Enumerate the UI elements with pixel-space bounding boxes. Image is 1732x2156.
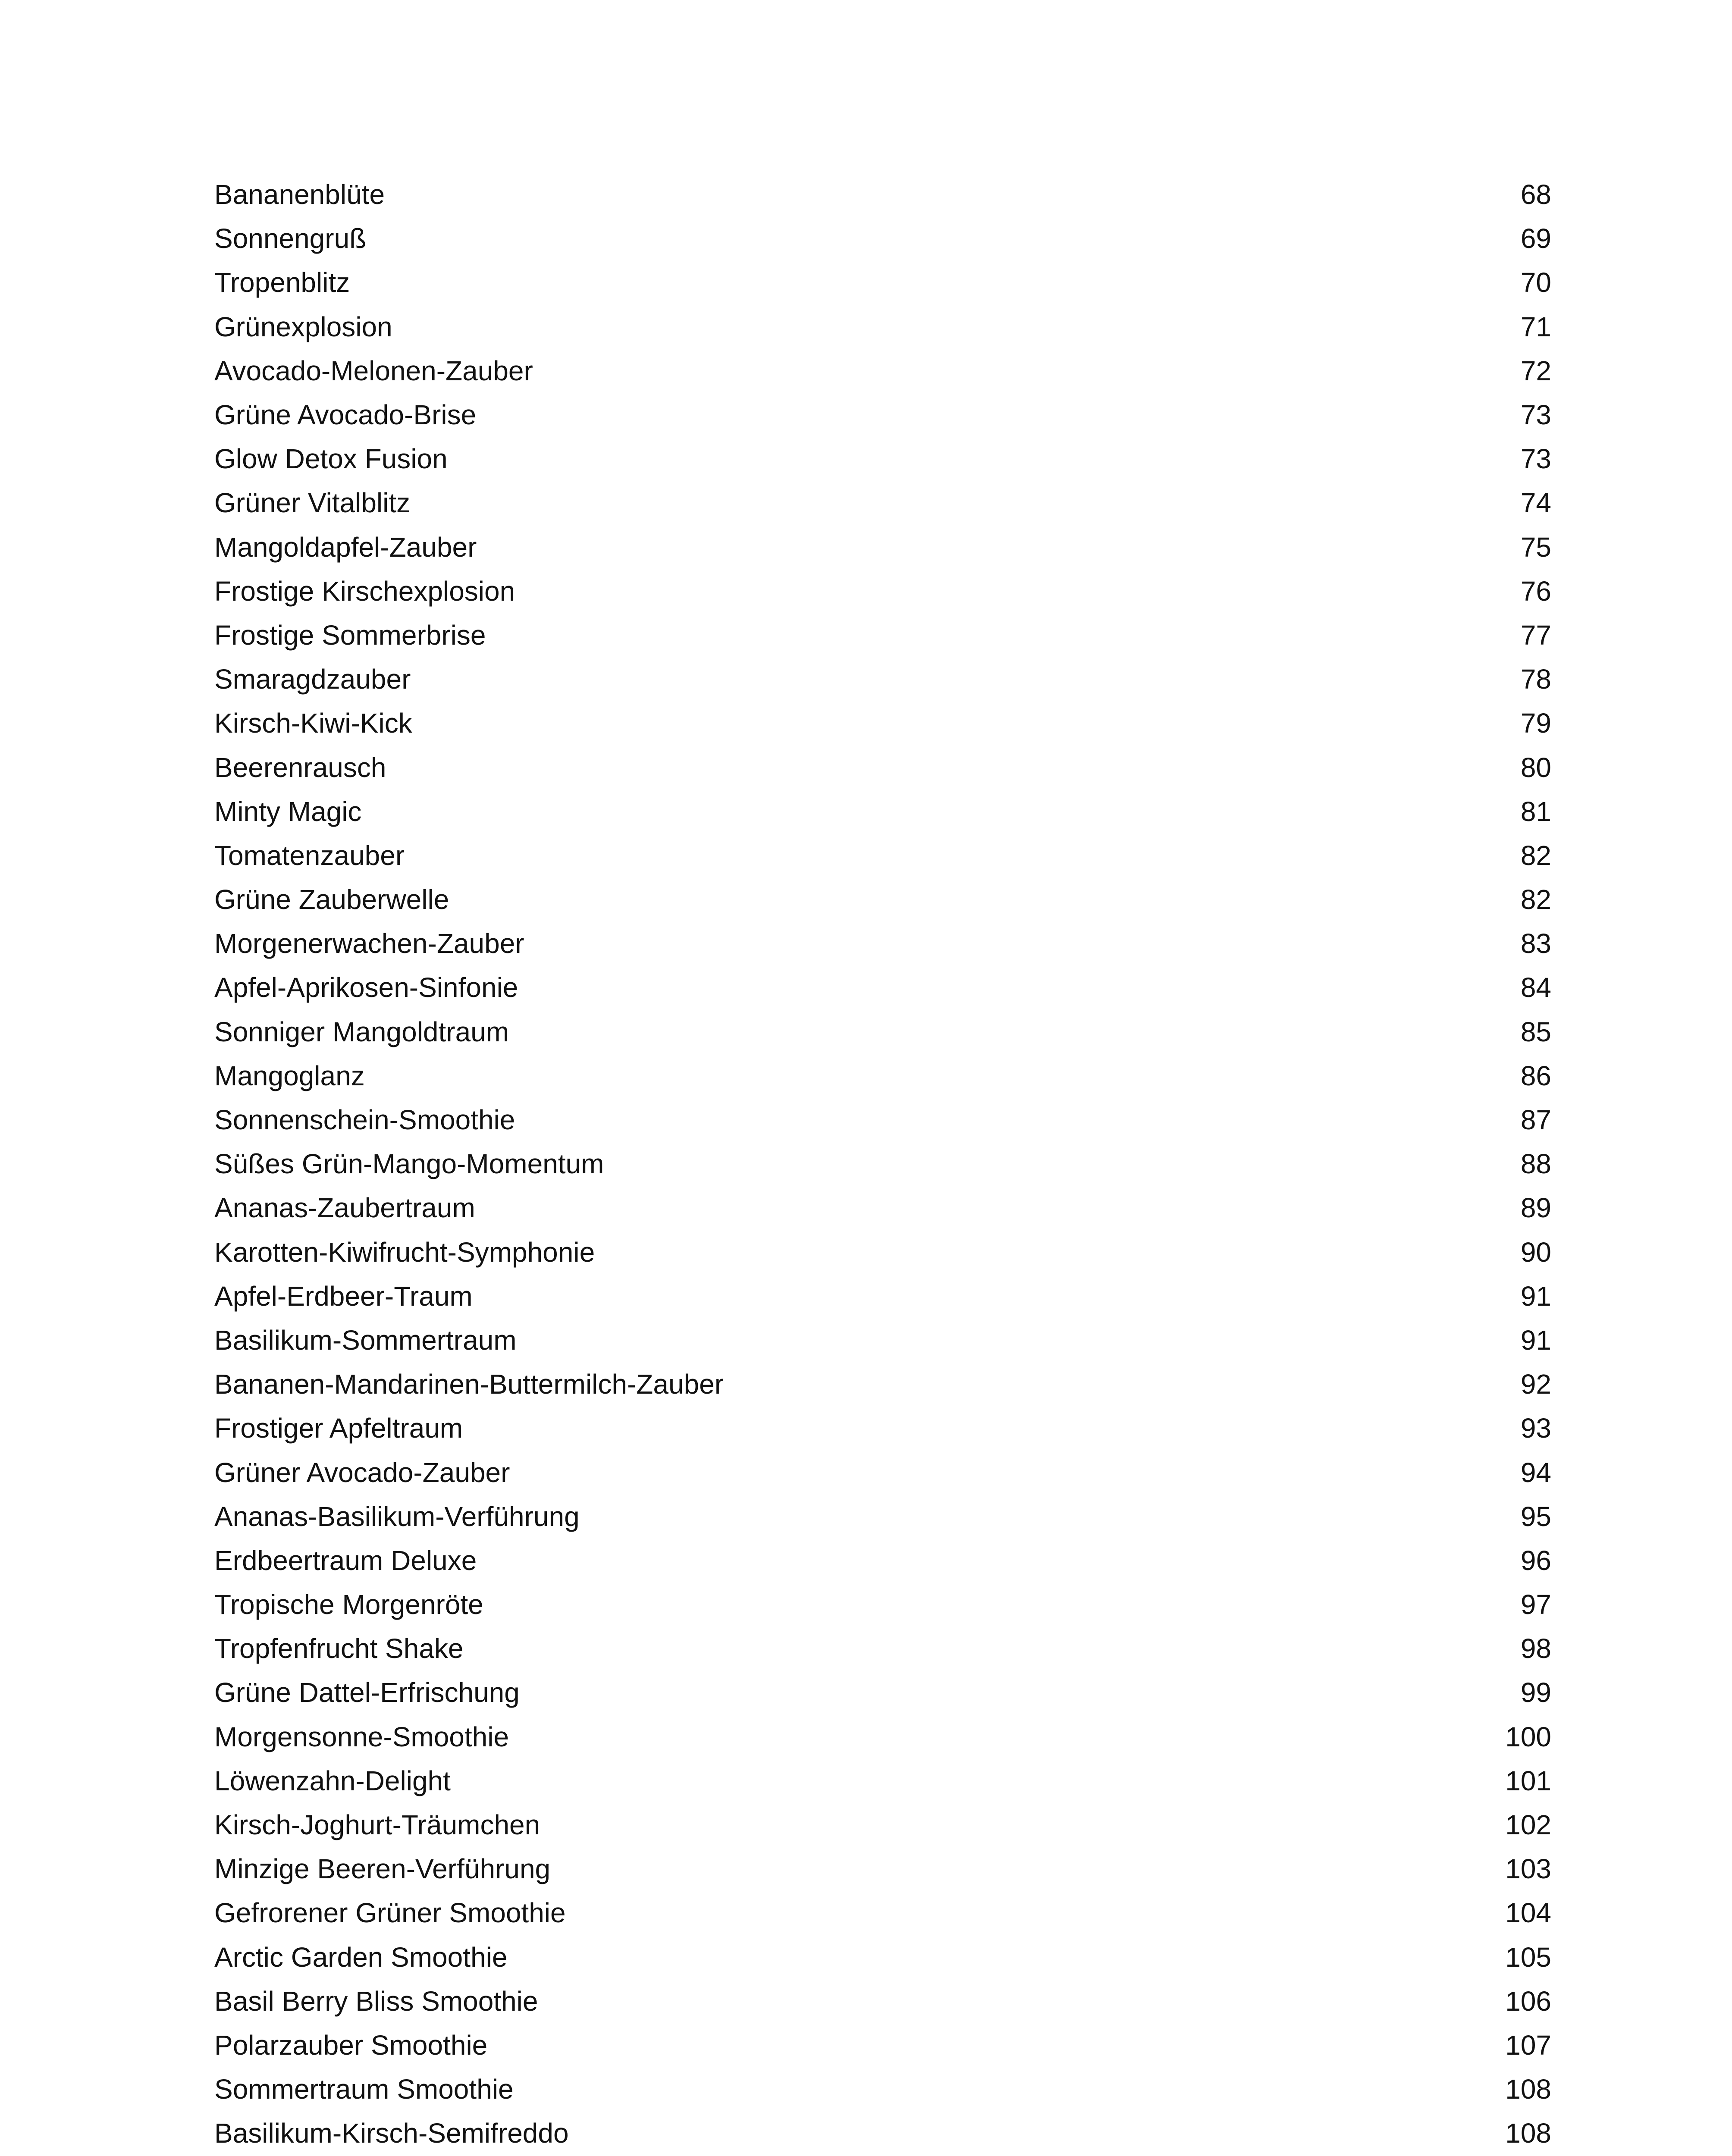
toc-entry-title: Süßes Grün-Mango-Momentum [214,1148,604,1180]
toc-entry-title: Apfel-Aprikosen-Sinfonie [214,972,518,1003]
toc-entry [214,1583,1551,1626]
toc-entry [214,613,1551,657]
toc-entry-title: Polarzauber Smoothie [214,2029,488,2061]
toc-entry-page: 95 [1520,1501,1551,1532]
toc-entry [214,1142,1551,1186]
toc-entry [214,1539,1551,1583]
toc-entry-title: Ananas-Zaubertraum [214,1192,475,1224]
toc-entry-title: Ananas-Basilikum-Verführung [214,1501,580,1532]
toc-entry-page: 104 [1505,1897,1551,1929]
toc-entry [214,1406,1551,1450]
toc-entry-title: Tomatenzauber [214,840,405,871]
toc-entry-page: 71 [1520,311,1551,342]
toc-entry [214,393,1551,437]
toc-entry-title: Frostiger Apfeltraum [214,1413,463,1444]
toc-entry [214,1274,1551,1318]
toc-entry [214,1230,1551,1274]
toc-entry-page: 94 [1520,1457,1551,1488]
toc-entry-page: 76 [1520,575,1551,607]
toc-entry-page: 96 [1520,1545,1551,1576]
toc-entry [214,216,1551,260]
toc-entry-title: Erdbeertraum Deluxe [214,1545,477,1576]
toc-entry-page: 77 [1520,619,1551,651]
toc-entry [214,1847,1551,1891]
toc-entry-title: Basilikum-Sommertraum [214,1324,517,1356]
toc-entry [214,437,1551,481]
toc-entry [214,834,1551,877]
toc-entry-title: Basilikum-Kirsch-Semifreddo [214,2118,569,2149]
toc-entry-title: Basil Berry Bliss Smoothie [214,1985,538,2017]
toc-entry-page: 70 [1520,267,1551,298]
toc-entry-title: Grüne Zauberwelle [214,884,449,915]
toc-entry-title: Frostige Sommerbrise [214,619,486,651]
toc-entry-page: 89 [1520,1192,1551,1224]
toc-entry-title: Tropenblitz [214,267,350,298]
toc-entry [214,1891,1551,1935]
toc-entry-title: Sonnengruß [214,223,367,254]
toc-entry-title: Löwenzahn-Delight [214,1765,451,1796]
toc-entry [214,1318,1551,1362]
toc-entry-title: Arctic Garden Smoothie [214,1941,508,1973]
toc-entry-page: 81 [1520,796,1551,827]
toc-entry [214,2111,1551,2155]
toc-entry [214,2067,1551,2111]
toc-entry [214,1362,1551,1406]
toc-entry-page: 99 [1520,1677,1551,1708]
toc-entry-page: 100 [1505,1721,1551,1752]
toc-entry [214,657,1551,701]
toc-entry [214,525,1551,569]
toc-entry-page: 73 [1520,399,1551,431]
toc-entry-title: Tropfenfrucht Shake [214,1633,464,1664]
toc-entry [214,701,1551,745]
toc-entry-page: 108 [1505,2118,1551,2149]
toc-entry-title: Sonnenschein-Smoothie [214,1104,515,1136]
toc-entry [214,1759,1551,1803]
toc-entry [214,260,1551,304]
toc-entry [214,1054,1551,1098]
toc-entry-page: 92 [1520,1369,1551,1400]
toc-entry-title: Tropische Morgenröte [214,1589,483,1620]
toc-entry-page: 72 [1520,355,1551,386]
toc-entry [214,790,1551,834]
toc-entry [214,1803,1551,1847]
toc-entry-page: 68 [1520,179,1551,210]
toc-entry-title: Morgensonne-Smoothie [214,1721,509,1752]
toc-entry-title: Minty Magic [214,796,362,827]
toc-entry [214,1495,1551,1539]
toc-entry-page: 79 [1520,708,1551,739]
toc-entry-page: 82 [1520,884,1551,915]
toc-entry-title: Grünexplosion [214,311,392,342]
toc-entry-page: 82 [1520,840,1551,871]
toc-entry [214,1450,1551,1494]
toc-entry-page: 98 [1520,1633,1551,1664]
toc-entry-title: Mangoglanz [214,1060,365,1091]
toc-entry [214,1935,1551,1979]
toc-entry-title: Sonniger Mangoldtraum [214,1016,509,1047]
toc-entry-title: Bananenblüte [214,179,385,210]
toc-entry [214,305,1551,349]
toc-entry-page: 73 [1520,443,1551,475]
toc-entry-page: 84 [1520,972,1551,1003]
toc-entry [214,172,1551,216]
toc-entry-page: 75 [1520,531,1551,563]
toc-entry-title: Grüne Dattel-Erfrischung [214,1677,520,1708]
toc-entry-page: 102 [1505,1809,1551,1841]
toc-entry-title: Frostige Kirschexplosion [214,575,515,607]
toc-entry-title: Mangoldapfel-Zauber [214,531,477,563]
toc-entry-page: 80 [1520,752,1551,783]
toc-entry-title: Karotten-Kiwifrucht-Symphonie [214,1236,595,1268]
toc-entry [214,1670,1551,1714]
toc-entry-page: 83 [1520,928,1551,959]
toc-entry-page: 97 [1520,1589,1551,1620]
toc-entry-title: Sommertraum Smoothie [214,2074,514,2105]
toc-entry-page: 90 [1520,1236,1551,1268]
toc-entry [214,2023,1551,2067]
toc-entry-title: Avocado-Melonen-Zauber [214,355,533,386]
table-of-contents [214,172,1551,2156]
toc-entry-title: Kirsch-Kiwi-Kick [214,708,412,739]
toc-entry-title: Bananen-Mandarinen-Buttermilch-Zauber [214,1369,724,1400]
toc-entry-page: 87 [1520,1104,1551,1136]
toc-entry [214,877,1551,921]
toc-entry [214,1098,1551,1142]
toc-entry-title: Gefrorener Grüner Smoothie [214,1897,566,1929]
toc-entry-title: Kirsch-Joghurt-Träumchen [214,1809,540,1841]
toc-entry [214,569,1551,613]
toc-entry [214,965,1551,1009]
toc-entry [214,1010,1551,1054]
toc-entry [214,1626,1551,1670]
toc-entry [214,745,1551,789]
toc-entry-page: 78 [1520,664,1551,695]
toc-entry-page: 93 [1520,1413,1551,1444]
toc-entry-title: Glow Detox Fusion [214,443,448,475]
toc-entry-page: 88 [1520,1148,1551,1180]
toc-entry [214,481,1551,525]
toc-entry-title: Minzige Beeren-Verführung [214,1853,551,1885]
toc-entry-page: 101 [1505,1765,1551,1796]
toc-entry-page: 91 [1520,1280,1551,1312]
toc-entry-title: Beerenrausch [214,752,386,783]
toc-entry-page: 103 [1505,1853,1551,1885]
toc-entry-title: Grüne Avocado-Brise [214,399,477,431]
toc-entry-page: 108 [1505,2074,1551,2105]
toc-entry-title: Grüner Avocado-Zauber [214,1457,510,1488]
toc-entry-page: 85 [1520,1016,1551,1047]
toc-entry-page: 107 [1505,2029,1551,2061]
toc-entry [214,349,1551,393]
toc-entry-page: 69 [1520,223,1551,254]
toc-entry-page: 106 [1505,1985,1551,2017]
toc-entry [214,1186,1551,1230]
toc-entry-page: 74 [1520,487,1551,519]
toc-entry [214,921,1551,965]
toc-entry-page: 91 [1520,1324,1551,1356]
toc-entry-title: Smaragdzauber [214,664,411,695]
toc-entry-title: Morgenerwachen-Zauber [214,928,524,959]
toc-entry-page: 86 [1520,1060,1551,1091]
toc-entry [214,1715,1551,1759]
toc-entry-title: Apfel-Erdbeer-Traum [214,1280,473,1312]
toc-entry-title: Grüner Vitalblitz [214,487,411,519]
toc-entry [214,1979,1551,2023]
toc-entry-page: 105 [1505,1941,1551,1973]
